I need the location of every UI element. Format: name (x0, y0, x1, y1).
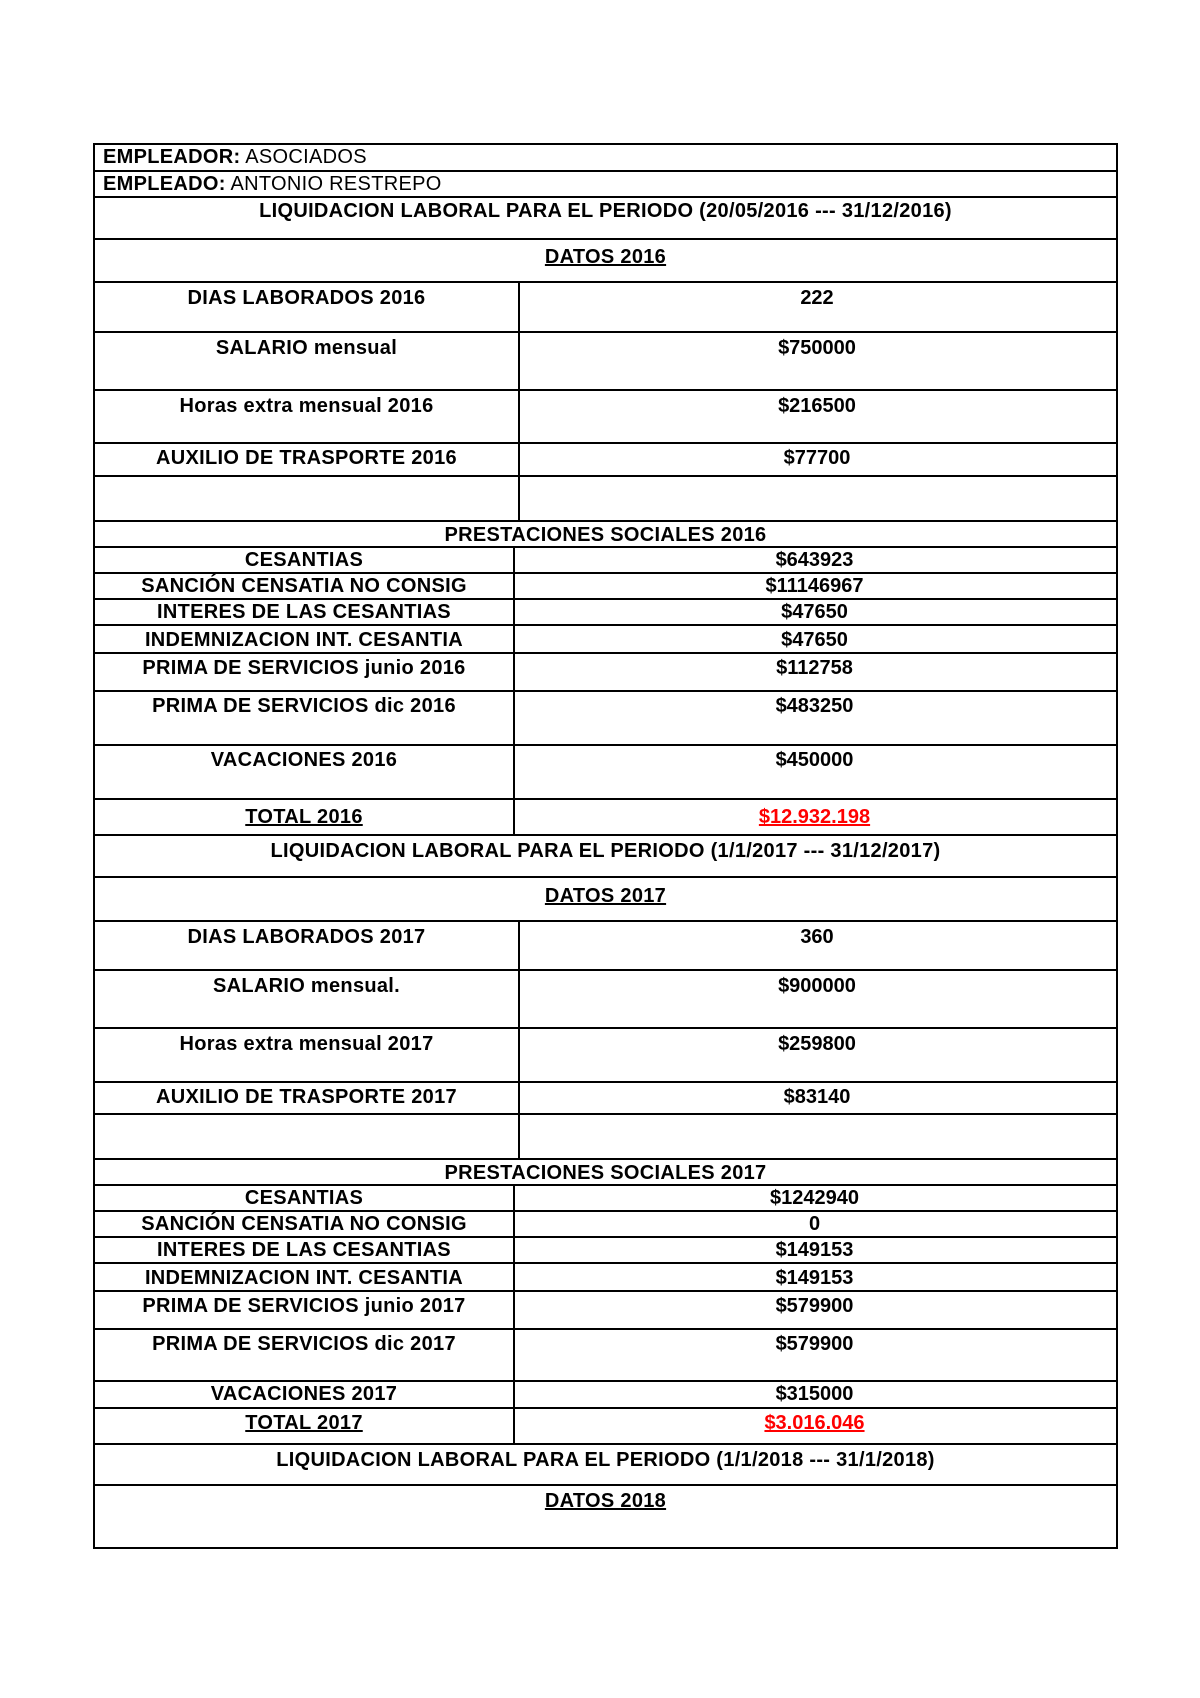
prestaciones-2017-label: SANCIÓN CENSATIA NO CONSIG (95, 1212, 515, 1236)
datos-2016-value: 222 (800, 287, 834, 309)
prestaciones-2016-label: VACACIONES 2016 (95, 746, 515, 798)
datos-2016-title-row (95, 240, 1116, 283)
prestaciones-2017-value: $579900 (775, 1333, 854, 1355)
prestaciones-2017-label: INDEMNIZACION INT. CESANTIA (95, 1264, 515, 1290)
table-row (95, 692, 1116, 746)
datos-2017-value: $900000 (778, 975, 856, 997)
datos-2016-label: DIAS LABORADOS 2016 (95, 283, 520, 331)
prestaciones-2017-title: PRESTACIONES SOCIALES 2017 (444, 1162, 767, 1184)
prestaciones-2016-value: $643923 (775, 549, 854, 571)
prestaciones-2017-label: CESANTIAS (95, 1186, 515, 1210)
table-row (95, 1382, 1116, 1409)
prestaciones-2017-title-row (95, 1160, 1116, 1186)
period-2016-title: LIQUIDACION LABORAL PARA EL PERIODO (20/05/2016 --- 31/12/2016) (259, 200, 952, 222)
table-row (95, 626, 1116, 654)
table-row (95, 391, 1116, 444)
table-row (95, 444, 1116, 477)
prestaciones-2016-title-row (95, 522, 1116, 548)
datos-2017-label: AUXILIO DE TRASPORTE 2017 (95, 1083, 520, 1113)
liquidation-table (93, 143, 1118, 1549)
total-2016-value: $12.932.198 (758, 806, 871, 828)
employee-label: EMPLEADO: (103, 173, 226, 195)
prestaciones-2016-value: $47650 (781, 601, 848, 623)
total-2017-row (95, 1409, 1116, 1445)
prestaciones-2016-value: $47650 (781, 629, 848, 651)
prestaciones-2016-value: $11146967 (765, 575, 864, 597)
period-2018-title: LIQUIDACION LABORAL PARA EL PERIODO (1/1/2018 --- 31/1/2018) (276, 1449, 935, 1471)
table-row (95, 574, 1116, 600)
table-row (95, 600, 1116, 626)
datos-2018-title: DATOS 2018 (544, 1490, 667, 1512)
table-row (95, 1292, 1116, 1330)
total-2016-row (95, 800, 1116, 836)
total-2016-label: TOTAL 2016 (95, 800, 515, 834)
datos-2016-label: SALARIO mensual (95, 333, 520, 389)
prestaciones-2016-label: INTERES DE LAS CESANTIAS (95, 600, 515, 624)
table-row (95, 1264, 1116, 1292)
datos-2017-label: DIAS LABORADOS 2017 (95, 922, 520, 969)
datos-2016-value: $216500 (778, 395, 856, 417)
employee-value: ANTONIO RESTREPO (230, 173, 442, 195)
datos-2017-value: $259800 (778, 1033, 856, 1055)
table-row (95, 1212, 1116, 1238)
table-row (95, 1186, 1116, 1212)
table-row (95, 654, 1116, 692)
datos-2016-title: DATOS 2016 (544, 246, 667, 268)
prestaciones-2017-label: VACACIONES 2017 (95, 1382, 515, 1407)
prestaciones-2017-value: $579900 (775, 1295, 854, 1317)
prestaciones-2016-label: INDEMNIZACION INT. CESANTIA (95, 626, 515, 652)
prestaciones-2016-label: PRIMA DE SERVICIOS dic 2016 (95, 692, 515, 744)
datos-2017-title-row (95, 878, 1116, 922)
employer-label: EMPLEADOR: (103, 146, 241, 168)
table-row (95, 548, 1116, 574)
prestaciones-2016-label: CESANTIAS (95, 548, 515, 572)
datos-2017-value: $83140 (783, 1086, 851, 1108)
table-row (95, 922, 1116, 971)
prestaciones-2016-value: $112758 (776, 657, 853, 679)
period-2016-title-row (95, 198, 1116, 240)
prestaciones-2017-label: PRIMA DE SERVICIOS junio 2017 (95, 1292, 515, 1328)
total-2017-label: TOTAL 2017 (95, 1409, 515, 1443)
period-2018-title-row (95, 1445, 1116, 1486)
prestaciones-2017-value: $315000 (775, 1383, 854, 1405)
table-row (95, 1330, 1116, 1382)
period-2017-title: LIQUIDACION LABORAL PARA EL PERIODO (1/1/2017 --- 31/12/2017) (270, 840, 941, 862)
prestaciones-2016-value: $450000 (775, 749, 854, 771)
table-row (95, 333, 1116, 391)
table-row (95, 283, 1116, 333)
table-row (95, 746, 1116, 800)
table-row (95, 971, 1116, 1029)
prestaciones-2017-label: PRIMA DE SERVICIOS dic 2017 (95, 1330, 515, 1380)
datos-2017-label: SALARIO mensual. (95, 971, 520, 1027)
employer-value: ASOCIADOS (245, 146, 367, 168)
datos-2017-label: Horas extra mensual 2017 (95, 1029, 520, 1081)
table-row (95, 1083, 1116, 1115)
datos-2017-value: 360 (800, 926, 834, 948)
prestaciones-2017-value: 0 (808, 1213, 821, 1235)
empty-row (95, 1115, 1116, 1160)
employee-row (95, 172, 1116, 198)
datos-2018-title-row (95, 1486, 1116, 1547)
prestaciones-2016-label: PRIMA DE SERVICIOS junio 2016 (95, 654, 515, 690)
total-2017-value: $3.016.046 (764, 1412, 865, 1434)
prestaciones-2016-value: $483250 (775, 695, 854, 717)
table-row (95, 1029, 1116, 1083)
datos-2016-label: Horas extra mensual 2016 (95, 391, 520, 442)
prestaciones-2017-value: $1242940 (770, 1187, 859, 1209)
prestaciones-2017-value: $149153 (775, 1267, 854, 1289)
datos-2016-value: $750000 (778, 337, 856, 359)
prestaciones-2016-title: PRESTACIONES SOCIALES 2016 (444, 524, 767, 546)
datos-2016-value: $77700 (783, 447, 851, 469)
period-2017-title-row (95, 836, 1116, 878)
prestaciones-2016-label: SANCIÓN CENSATIA NO CONSIG (95, 574, 515, 598)
datos-2016-label: AUXILIO DE TRASPORTE 2016 (95, 444, 520, 475)
employer-row (95, 145, 1116, 172)
prestaciones-2017-value: $149153 (775, 1239, 854, 1261)
table-row (95, 1238, 1116, 1264)
prestaciones-2017-label: INTERES DE LAS CESANTIAS (95, 1238, 515, 1262)
empty-row (95, 477, 1116, 522)
datos-2017-title: DATOS 2017 (544, 885, 667, 907)
